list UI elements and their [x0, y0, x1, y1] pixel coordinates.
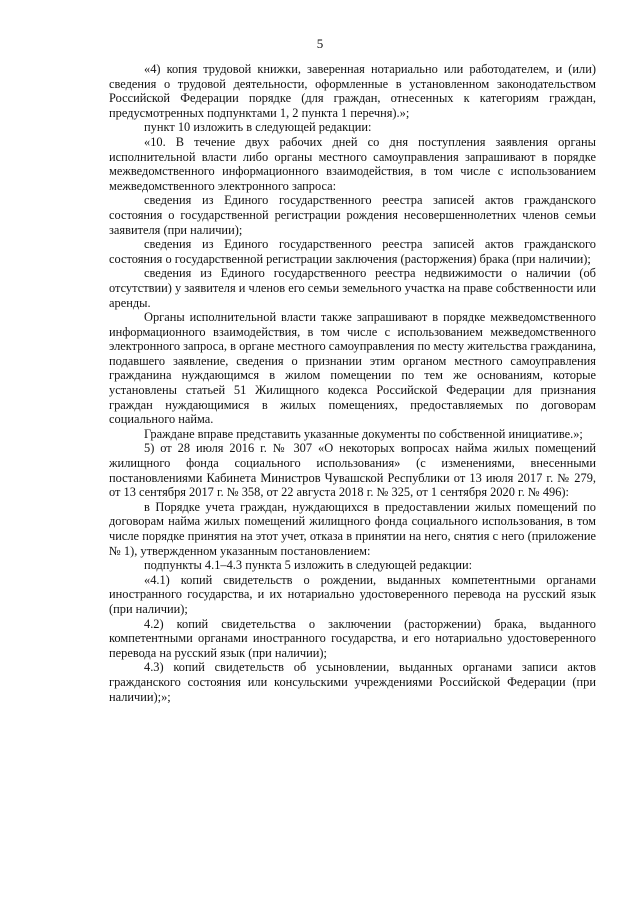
paragraph: Граждане вправе представить указанные документы по собственной инициативе.»;: [144, 426, 583, 441]
document-body: [109, 62, 596, 704]
paragraph: пункт 10 изложить в следующей редакции:: [144, 120, 372, 135]
paragraph: 5) от 28 июля 2016 г. № 307 «О некоторых вопросах найма жилых помещений жилищного фонда социального использования» (с изменениями, внесенными постановлениями Кабинета Министров Чувашской Республики от 13 июля 2017 г. № 279, от 13 сентября 2017 г. № 358, от 22 августа 2018 г. № 325, от 1 сентября 2020 г. № 496):: [109, 441, 596, 500]
paragraph: в Порядке учета граждан, нуждающихся в предоставлении жилых помещений по договорам найма жилых помещений жилищного фонда социального использования, в том числе порядке принятия на этот учет, отказа в принятии на него, снятия с него (приложение № 1), утвержденном указанным постановлением:: [109, 499, 596, 558]
page-number: 5: [316, 36, 324, 51]
paragraph: сведения из Единого государственного реестра записей актов гражданского состояния о государственной регистрации заключения (расторжения) брака (при наличии);: [109, 237, 596, 266]
paragraph: «10. В течение двух рабочих дней со дня поступления заявления органы исполнительной власти либо органы местного самоуправления запрашивают в порядке межведомственного информационного взаимодействия, в том числе с использованием межведомственного электронного запроса:: [109, 134, 596, 193]
paragraph: 4.2) копий свидетельства о заключении (расторжении) брака, выданного компетентными органами иностранного государства, и его нотариально удостоверенного перевода на русский язык (при наличии);: [109, 616, 596, 660]
paragraph: «4.1) копий свидетельств о рождении, выданных компетентными органами иностранного государства, и их нотариально удостоверенного перевода на русский язык (при наличии);: [109, 572, 596, 616]
paragraph: сведения из Единого государственного реестра недвижимости о наличии (об отсутствии) у заявителя и членов его семьи земельного участка на праве собственности или аренды.: [109, 266, 596, 310]
paragraph: подпункты 4.1–4.3 пункта 5 изложить в следующей редакции:: [144, 558, 473, 573]
paragraph: 4.3) копий свидетельств об усыновлении, выданных органами записи актов гражданского состояния или консульскими учреждениями Российской Федерации (при наличии);»;: [109, 660, 596, 704]
paragraph: «4) копия трудовой книжки, заверенная нотариально или работодателем, и (или) сведения о трудовой деятельности, оформленные в установленном законодательством Российской Федерации порядке (для граждан, отнесенных к категориям граждан, предусмотренных подпунктами 1, 2 пункта 1 перечня).»;: [109, 62, 596, 120]
paragraph: сведения из Единого государственного реестра записей актов гражданского состояния о государственной регистрации рождения несовершеннолетних членов семьи заявителя (при наличии);: [109, 193, 596, 237]
paragraph: Органы исполнительной власти также запрашивают в порядке межведомственного информационного взаимодействия, в том числе с использованием межведомственного электронного запроса, в органе местного самоуправления по месту жительства гражданина, подавшего заявление, сведения о признании этим органом местного самоуправления гражданина нуждающимся в жилом помещении по тем же основаниям, которые установлены статьей 51 Жилищного кодекса Российской Федерации для признания граждан нуждающимися в жилых помещениях, предоставляемых по договорам социального найма.: [109, 310, 596, 427]
